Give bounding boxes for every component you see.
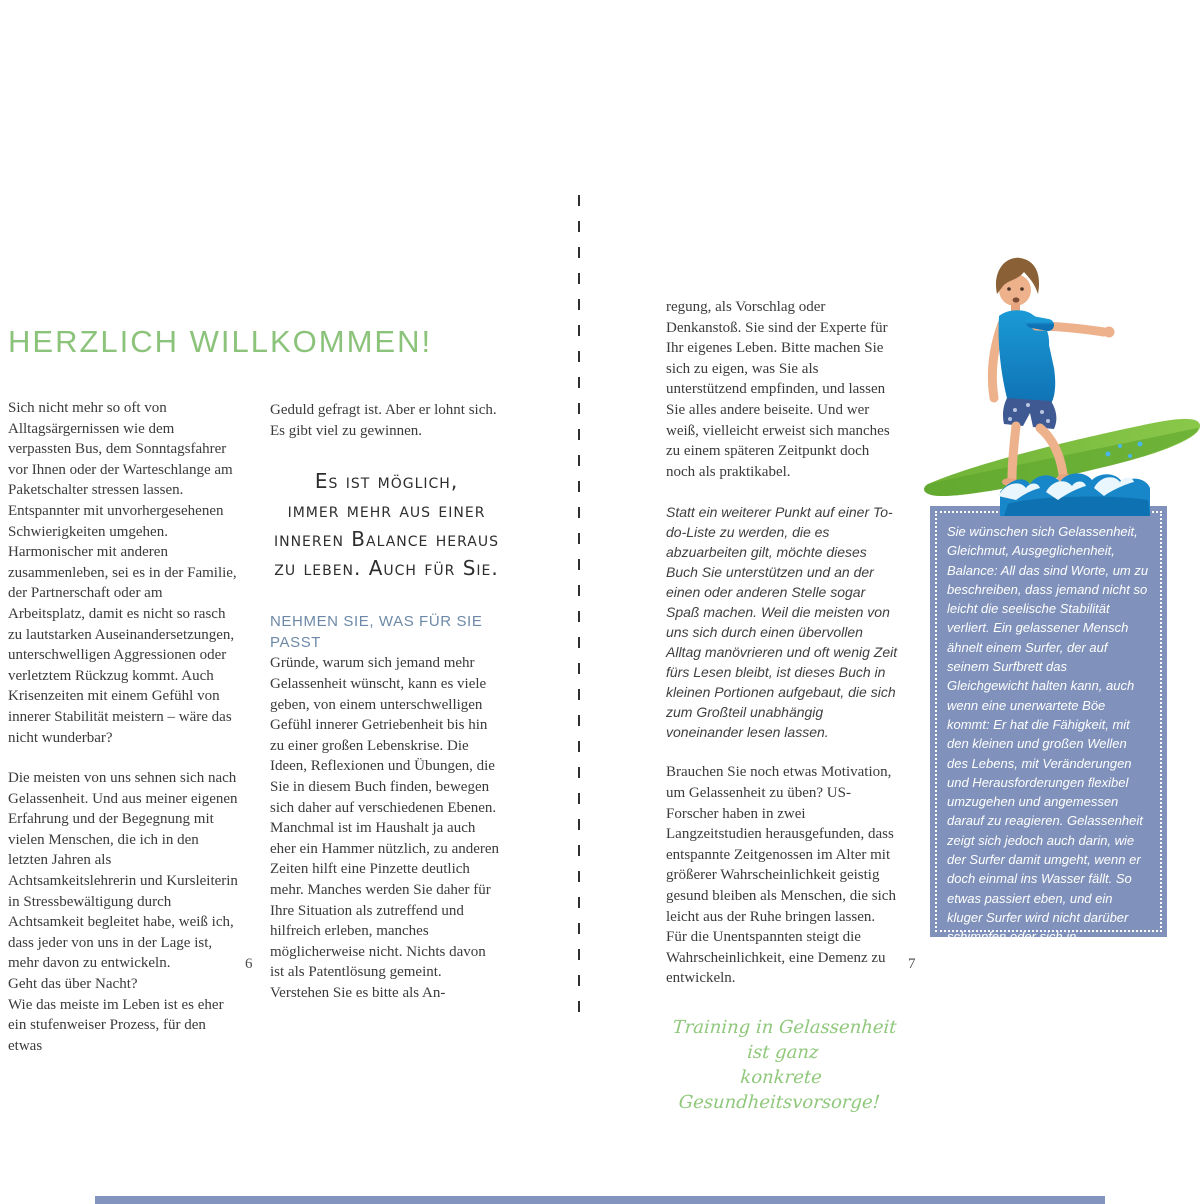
left-page-column-1 <box>8 398 239 1056</box>
spine-dashed-divider <box>578 195 580 1013</box>
body-paragraph: Wie das meiste im Leben ist es eher ein stufenweiser Prozess, für den etwas <box>8 996 224 1054</box>
surfer-left-leg <box>1012 426 1016 478</box>
info-box-text: Sie wünschen sich Gelassenheit, Gleichmut, Ausgeglichenheit, Balance: All das sind Worte, um zu beschreiben, dass jemand nicht so leicht die seelische Stabilität verliert. Ein gelassener Mensch ähnelt einem Surfer, der auf seinem Surfbrett das Gleichgewicht halten kann, auch wenn eine unerwartete Böe kommt: Er hat die Fähigkeit, mit den kleinen und großen Wellen des Lebens, mit Veränderungen und Herausforderungen flexibel umzugehen und angemessen darauf zu reagieren. Gelassenheit zeigt sich jedoch auch darin, wie der Surfer damit umgeht, wenn er doch einmal ins Wasser fällt. So etwas passiert eben, und ein kluger Surfer wird nicht darüber schimpfen oder sich in verärgertem Widerstand dagegen verstricken, sondern einfach wieder auf sein Brett steigen. <box>947 524 1149 1003</box>
hand-lettered-quote <box>270 467 503 583</box>
surfer-illustration <box>912 248 1204 520</box>
info-box <box>930 506 1167 1003</box>
body-paragraph: Brauchen Sie noch etwas Motivation, um Gelassenheit zu üben? US-Forscher haben in zwei Langzeitstudien herausgefunden, dass entspannte Zeitgenossen im Alter mit größerer Wahrscheinlichkeit geistig gesund bleiben als Menschen, die sich leicht aus der Ruhe bringen lassen. Für die Unentspannten steigt die Wahrscheinlichkeit, eine Demenz zu entwickeln. <box>666 764 896 987</box>
page-number-right: 7 <box>908 956 916 972</box>
page-number-left: 6 <box>245 956 253 972</box>
body-paragraph: Gründe, warum sich jemand mehr Gelassenheit wünscht, kann es viele geben, von einem unterschwelligen Gefühl innerer Getriebenheit bis hin zu einer großen Lebenskrise. Die Ideen, Reflexionen und Übungen, die Sie in diesem Buch finden, bewegen sich daher auf verschiedenen Ebenen. Manchmal ist im Haushalt ja auch eher ein Hammer nützlich, zu anderen Zeiten hilft eine Pinzette deutlich mehr. Manches werden Sie daher für Ihre Situation als zutreffend und hilfreich erleben, manches möglicherweise nicht. Nichts davon ist als Patentlösung gemeint. Verstehen Sie es bitte als An- <box>270 655 500 1001</box>
page-title: HERZLICH WILLKOMMEN! <box>8 323 433 359</box>
quote-line: immer mehr aus einer <box>287 498 486 523</box>
green-script-note <box>663 1015 902 1115</box>
surfer-shorts <box>1003 398 1056 429</box>
right-page-column <box>666 297 898 1115</box>
bottom-rule <box>95 1196 1105 1204</box>
left-page-column-2 <box>270 400 503 1003</box>
quote-line: Es ist möglich, <box>314 469 459 494</box>
body-paragraph: Sich nicht mehr so oft von Alltagsärgernissen wie dem verpassten Bus, dem Sonntagsfahrer vor Ihnen oder der Warteschlange am Paketschalter stressen lassen. Entspannter mit unvorhergesehenen Schwierigkeiten umgehen. Harmonischer mit anderen zusammenleben, sei es in der Familie, der Partnerschaft oder am Arbeitsplatz, damit es nicht so rasch zu lautstarken Auseinandersetzungen, unterschwelligen Aggressionen oder verletztem Rückzug kommt. Auch Krisenzeiten mit einem Gefühl von innerer Stabilität meistern – wäre das nicht wunderbar? <box>8 400 237 746</box>
section-heading: NEHMEN SIE, WAS FÜR SIE PASST <box>270 613 483 651</box>
body-paragraph: Die meisten von uns sehnen sich nach Gelassenheit. Und aus meiner eigenen Erfahrung und der Begegnung mit vielen Menschen, die ich in den letzten Jahren als Achtsamkeitslehrerin und Kursleiterin in Stressbewältigung durch Achtsamkeit begleitet habe, weiß ich, dass jeder von uns in der Lage ist, mehr davon zu entwickeln. <box>8 770 238 972</box>
body-line-question: Geht das über Nacht? <box>8 976 138 993</box>
body-paragraph-italic: Statt ein weiterer Punkt auf einer To-do-Liste zu werden, die es abzuarbeiten gilt, möchte dieses Buch Sie unterstützen und an der einen oder anderen Stelle sogar Spaß machen. Weil die meisten von uns sich durch einen übervollen Alltag manövrieren und oft wenig Zeit fürs Lesen bleibt, ist dieses Buch in kleinen Portionen aufgebaut, die sich zum Großteil unabhängig voneinander lesen lassen. <box>666 504 898 741</box>
quote-line: inneren Balance heraus <box>273 527 499 552</box>
script-line: konkrete Gesundheitsvorsorge! <box>678 1066 881 1113</box>
body-paragraph: Geduld gefragt ist. Aber er lohnt sich. Es gibt viel zu gewinnen. <box>270 402 497 439</box>
body-paragraph: regung, als Vorschlag oder Denkanstoß. Sie sind der Experte für Ihr eigenes Leben. Bitte machen Sie sich zu eigen, was Sie als unterstützend empfinden, und lassen Sie alles andere beiseite. Und wer weiß, vielleicht erweist sich manches zu einem späteren Zeitpunkt doch noch als praktikabel. <box>666 299 890 480</box>
script-line: Training in Gelassenheit ist ganz <box>671 1016 898 1063</box>
quote-line: zu leben. Auch für Sie. <box>274 556 499 581</box>
info-box-dotted-border <box>935 511 1162 1003</box>
